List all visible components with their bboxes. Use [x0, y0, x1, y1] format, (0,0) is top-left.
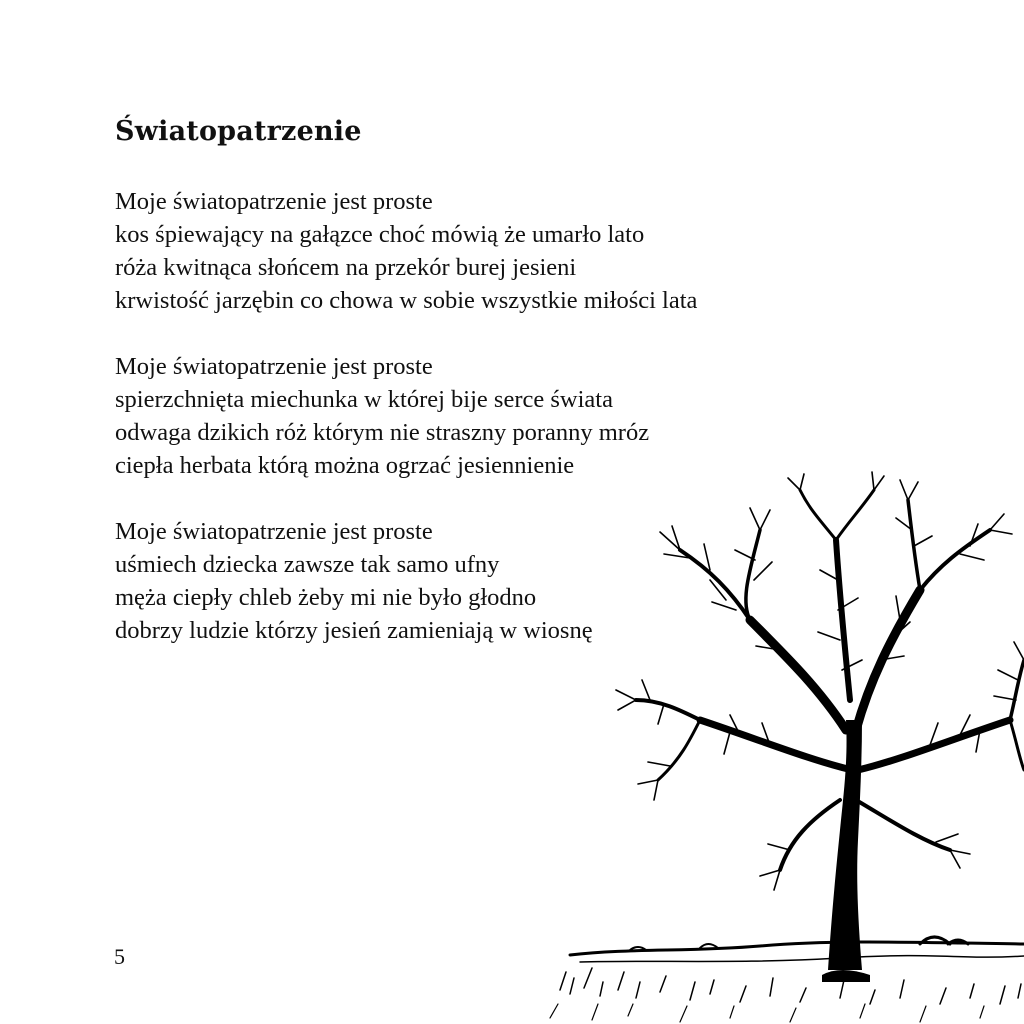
- verse-line: kos śpiewający na gałązce choć mówią że umarło lato: [115, 221, 645, 248]
- verse-line: uśmiech dziecka zawsze tak samo ufny: [115, 551, 500, 578]
- verse-line: spierzchnięta miechunka w której bije serce świata: [115, 386, 613, 413]
- stanza-3: [115, 515, 593, 647]
- verse-line: Moje światopatrzenie jest proste: [115, 188, 433, 215]
- bare-tree-icon: [540, 470, 1024, 1024]
- page-number: 5: [114, 944, 125, 969]
- poem-title: Światopatrzenie: [115, 116, 362, 147]
- verse-line: odwaga dzikich róż którym nie straszny poranny mróz: [115, 419, 650, 446]
- verse-line: męża ciepły chleb żeby mi nie było głodno: [115, 584, 537, 611]
- verse-line: ciepła herbata którą można ogrzać jesiennienie: [115, 452, 575, 479]
- verse-line: róża kwitnąca słońcem na przekór burej jesieni: [115, 254, 577, 281]
- stanza-1: [115, 185, 697, 317]
- verse-line: krwistość jarzębin co chowa w sobie wszystkie miłości lata: [115, 287, 698, 314]
- verse-line: Moje światopatrzenie jest proste: [115, 353, 433, 380]
- stanza-2: [115, 350, 649, 482]
- verse-line: Moje światopatrzenie jest proste: [115, 518, 433, 545]
- verse-line: dobrzy ludzie którzy jesień zamieniają w wiosnę: [115, 617, 593, 644]
